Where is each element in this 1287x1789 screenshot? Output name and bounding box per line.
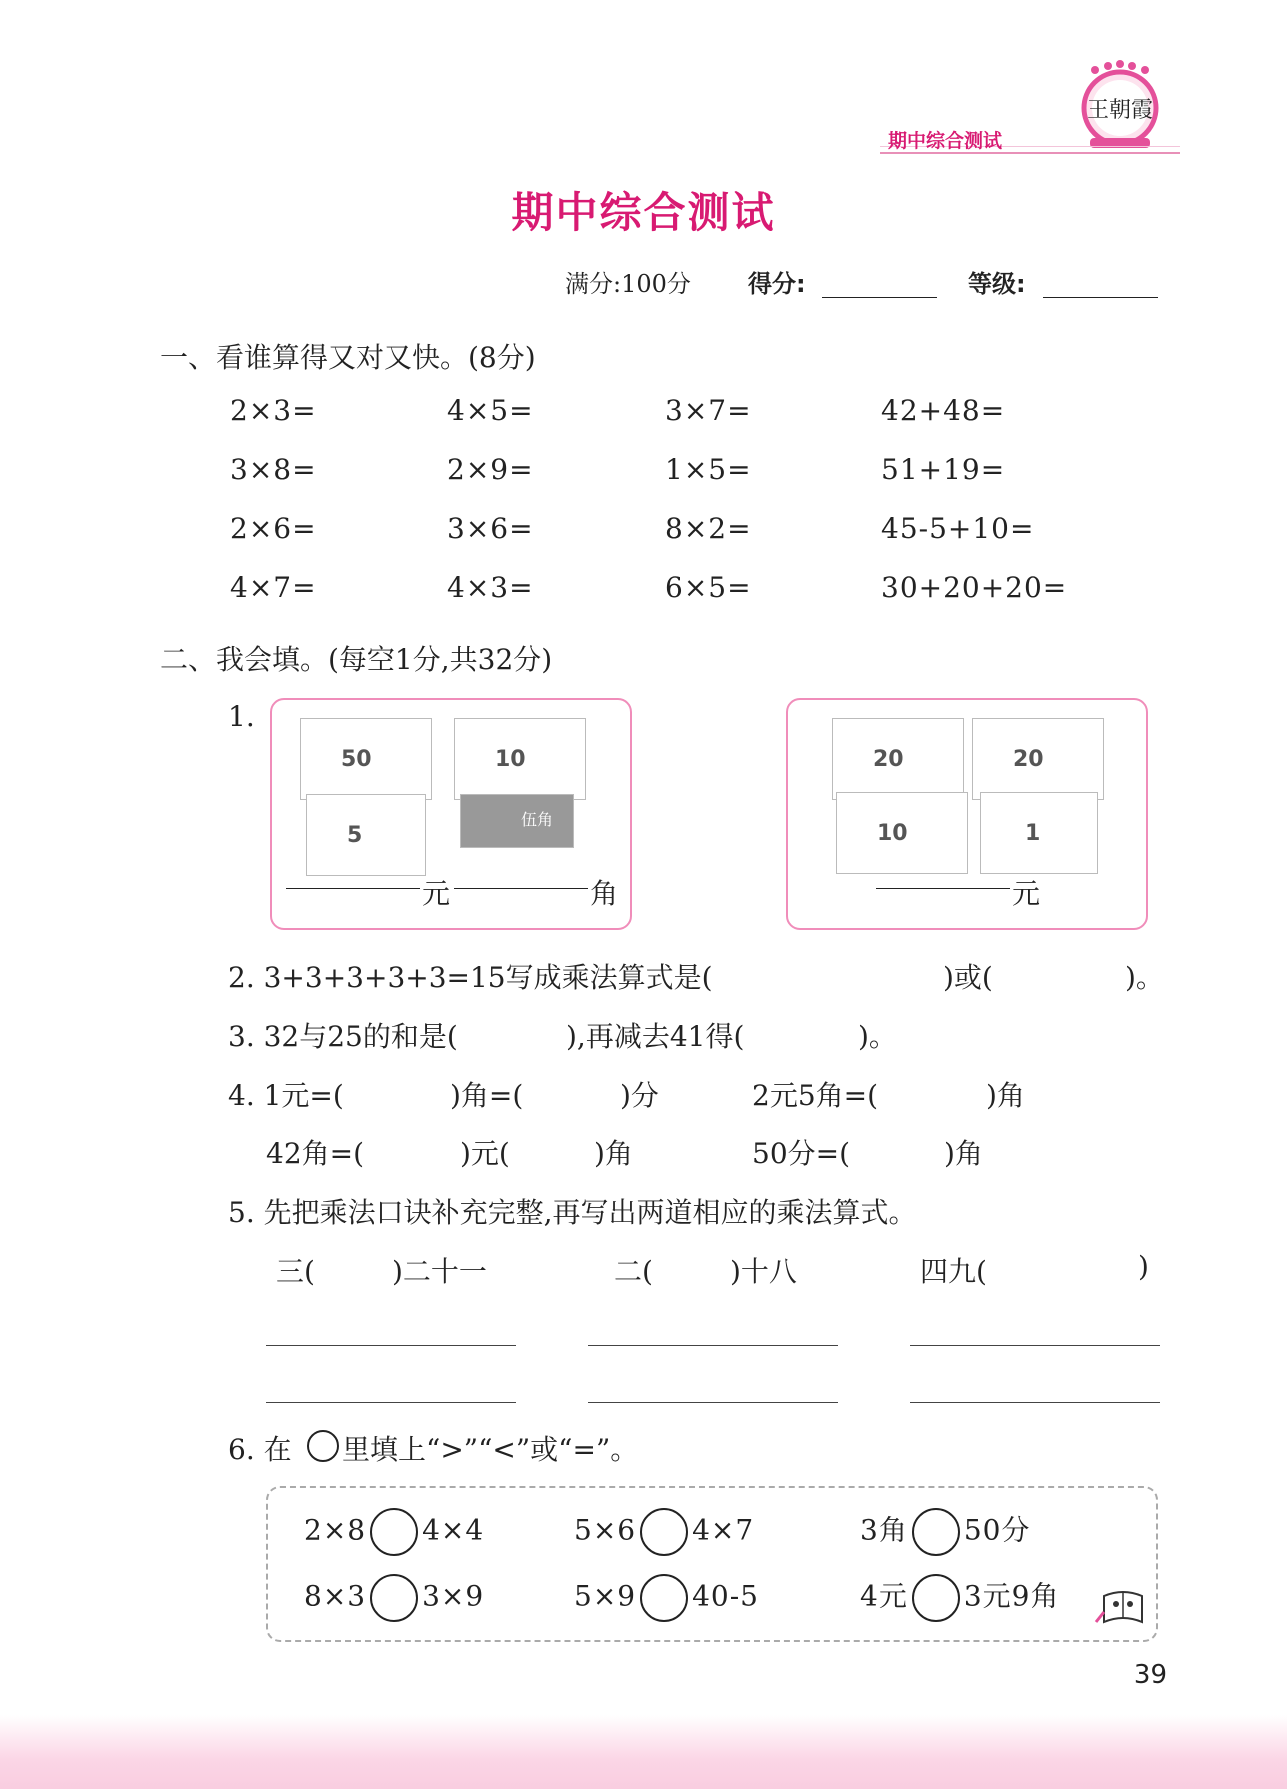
q3-text-b: ),再减去41得( (566, 1020, 745, 1053)
score-blank[interactable] (822, 270, 937, 298)
compare-left: 5×6 (574, 1513, 637, 1547)
q1-money-box-right (786, 698, 1148, 930)
publisher-logo (1075, 60, 1165, 150)
q4-l2e: )角 (944, 1137, 983, 1170)
q4-l1b: )角=( (450, 1079, 524, 1112)
part1-heading: 一、看谁算得又对又快。(8分) (160, 341, 536, 374)
q5-answer-line[interactable] (910, 1345, 1160, 1346)
page-number: 39 (1133, 1660, 1167, 1690)
calc-item: 42+48= (881, 394, 1006, 427)
q5-item1-a: 三( (276, 1255, 315, 1288)
q2-text-c: )。 (1125, 961, 1164, 994)
q5-answer-line[interactable] (588, 1345, 838, 1346)
grade-label: 等级: (968, 270, 1026, 298)
q5-answer-line[interactable] (588, 1402, 838, 1403)
q4-l1d: 2元5角=( (752, 1079, 879, 1112)
compare-right: 3元9角 (963, 1579, 1060, 1613)
full-marks: 满分:100分 (565, 270, 691, 298)
q4-l2d: 50分=( (752, 1137, 851, 1170)
q5-item3-b: ) (1138, 1250, 1149, 1283)
calc-item: 45-5+10= (881, 512, 1035, 545)
page-title: 期中综合测试 (511, 188, 776, 237)
banknote-1: 1 (980, 792, 1098, 874)
q1-money-box-left (270, 698, 632, 930)
compare-right: 3×9 (422, 1579, 485, 1613)
banknote-5-jiao: 伍角 (460, 794, 574, 848)
calc-item: 4×3= (447, 571, 534, 604)
calc-item: 2×6= (230, 512, 317, 545)
compare-right: 50分 (963, 1513, 1031, 1547)
compare-left: 4元 (860, 1579, 908, 1613)
calc-item: 8×2= (665, 512, 752, 545)
grade-blank[interactable] (1043, 270, 1158, 298)
q6-text-a: 6. 在 (228, 1433, 292, 1466)
compare-item (860, 1574, 1059, 1622)
q4-l2b: )元( (460, 1137, 510, 1170)
unit-yuan: 元 (422, 877, 451, 910)
compare-item (304, 1574, 484, 1622)
compare-left: 2×8 (304, 1513, 367, 1547)
q6-text-b: 里填上“>”“<”或“=”。 (342, 1433, 639, 1466)
q5-answer-line[interactable] (266, 1345, 516, 1346)
compare-item (304, 1508, 484, 1556)
right-unit-yuan: 元 (1012, 877, 1041, 910)
compare-right: 4×4 (422, 1513, 485, 1547)
q3-text-c: )。 (858, 1020, 897, 1053)
q5-item1-b: )二十一 (392, 1255, 487, 1288)
jiao-blank[interactable] (454, 887, 588, 889)
logo-text: 王朝霞 (1086, 98, 1154, 123)
calc-item: 3×6= (447, 512, 534, 545)
compare-left: 5×9 (574, 1579, 637, 1613)
q3-text-a: 3. 32与25的和是( (228, 1020, 458, 1053)
compare-left: 3角 (860, 1513, 908, 1547)
compare-item (574, 1508, 754, 1556)
answer-circle[interactable] (640, 1508, 688, 1556)
q5-answer-line[interactable] (266, 1402, 516, 1403)
q4-l2c: )角 (594, 1137, 633, 1170)
banknote-10: 10 (454, 718, 586, 800)
q2-text-b: )或( (943, 961, 993, 994)
compare-item (860, 1508, 1030, 1556)
part2-heading: 二、我会填。(每空1分,共32分) (160, 643, 553, 676)
banknote-20-b: 20 (972, 718, 1104, 800)
answer-circle[interactable] (912, 1574, 960, 1622)
calc-item: 6×5= (665, 571, 752, 604)
book-mascot-icon (1092, 1586, 1154, 1630)
calc-item: 3×8= (230, 453, 317, 486)
calc-item: 2×9= (447, 453, 534, 486)
answer-circle[interactable] (912, 1508, 960, 1556)
compare-right: 40-5 (692, 1579, 759, 1613)
compare-item (574, 1574, 759, 1622)
circle-symbol-icon (307, 1430, 339, 1462)
score-label: 得分: (748, 270, 806, 298)
q4-l1c: )分 (620, 1079, 659, 1112)
answer-circle[interactable] (370, 1508, 418, 1556)
calc-item: 2×3= (230, 394, 317, 427)
banknote-10-right: 10 (836, 792, 968, 874)
banknote-5: 5 (306, 794, 426, 876)
q1-number: 1. (228, 700, 255, 733)
q5-text: 5. 先把乘法口诀补充完整,再写出两道相应的乘法算式。 (228, 1196, 917, 1229)
q5-item2-a: 二( (614, 1255, 653, 1288)
calc-item: 1×5= (665, 453, 752, 486)
calc-item: 30+20+20= (881, 571, 1068, 604)
banknote-50: 50 (300, 718, 432, 800)
answer-circle[interactable] (370, 1574, 418, 1622)
yuan-blank[interactable] (286, 887, 420, 889)
right-yuan-blank[interactable] (876, 887, 1010, 889)
banknote-20-a: 20 (832, 718, 964, 800)
compare-left: 8×3 (304, 1579, 367, 1613)
header-section-label: 期中综合测试 (888, 130, 1003, 152)
q4-l1e: )角 (986, 1079, 1025, 1112)
calc-item: 3×7= (665, 394, 752, 427)
q2-text-a: 2. 3+3+3+3+3=15写成乘法算式是( (228, 961, 713, 994)
calc-item: 4×5= (447, 394, 534, 427)
q5-item2-b: )十八 (730, 1255, 797, 1288)
calc-item: 4×7= (230, 571, 317, 604)
q5-answer-line[interactable] (910, 1402, 1160, 1403)
calc-item: 51+19= (881, 453, 1006, 486)
footer-band (0, 1715, 1287, 1789)
q5-item3-a: 四九( (920, 1255, 987, 1288)
unit-jiao: 角 (590, 877, 619, 910)
answer-circle[interactable] (640, 1574, 688, 1622)
compare-right: 4×7 (692, 1513, 755, 1547)
q4-l2a: 42角=( (266, 1137, 365, 1170)
q4-l1a: 4. 1元=( (228, 1079, 344, 1112)
